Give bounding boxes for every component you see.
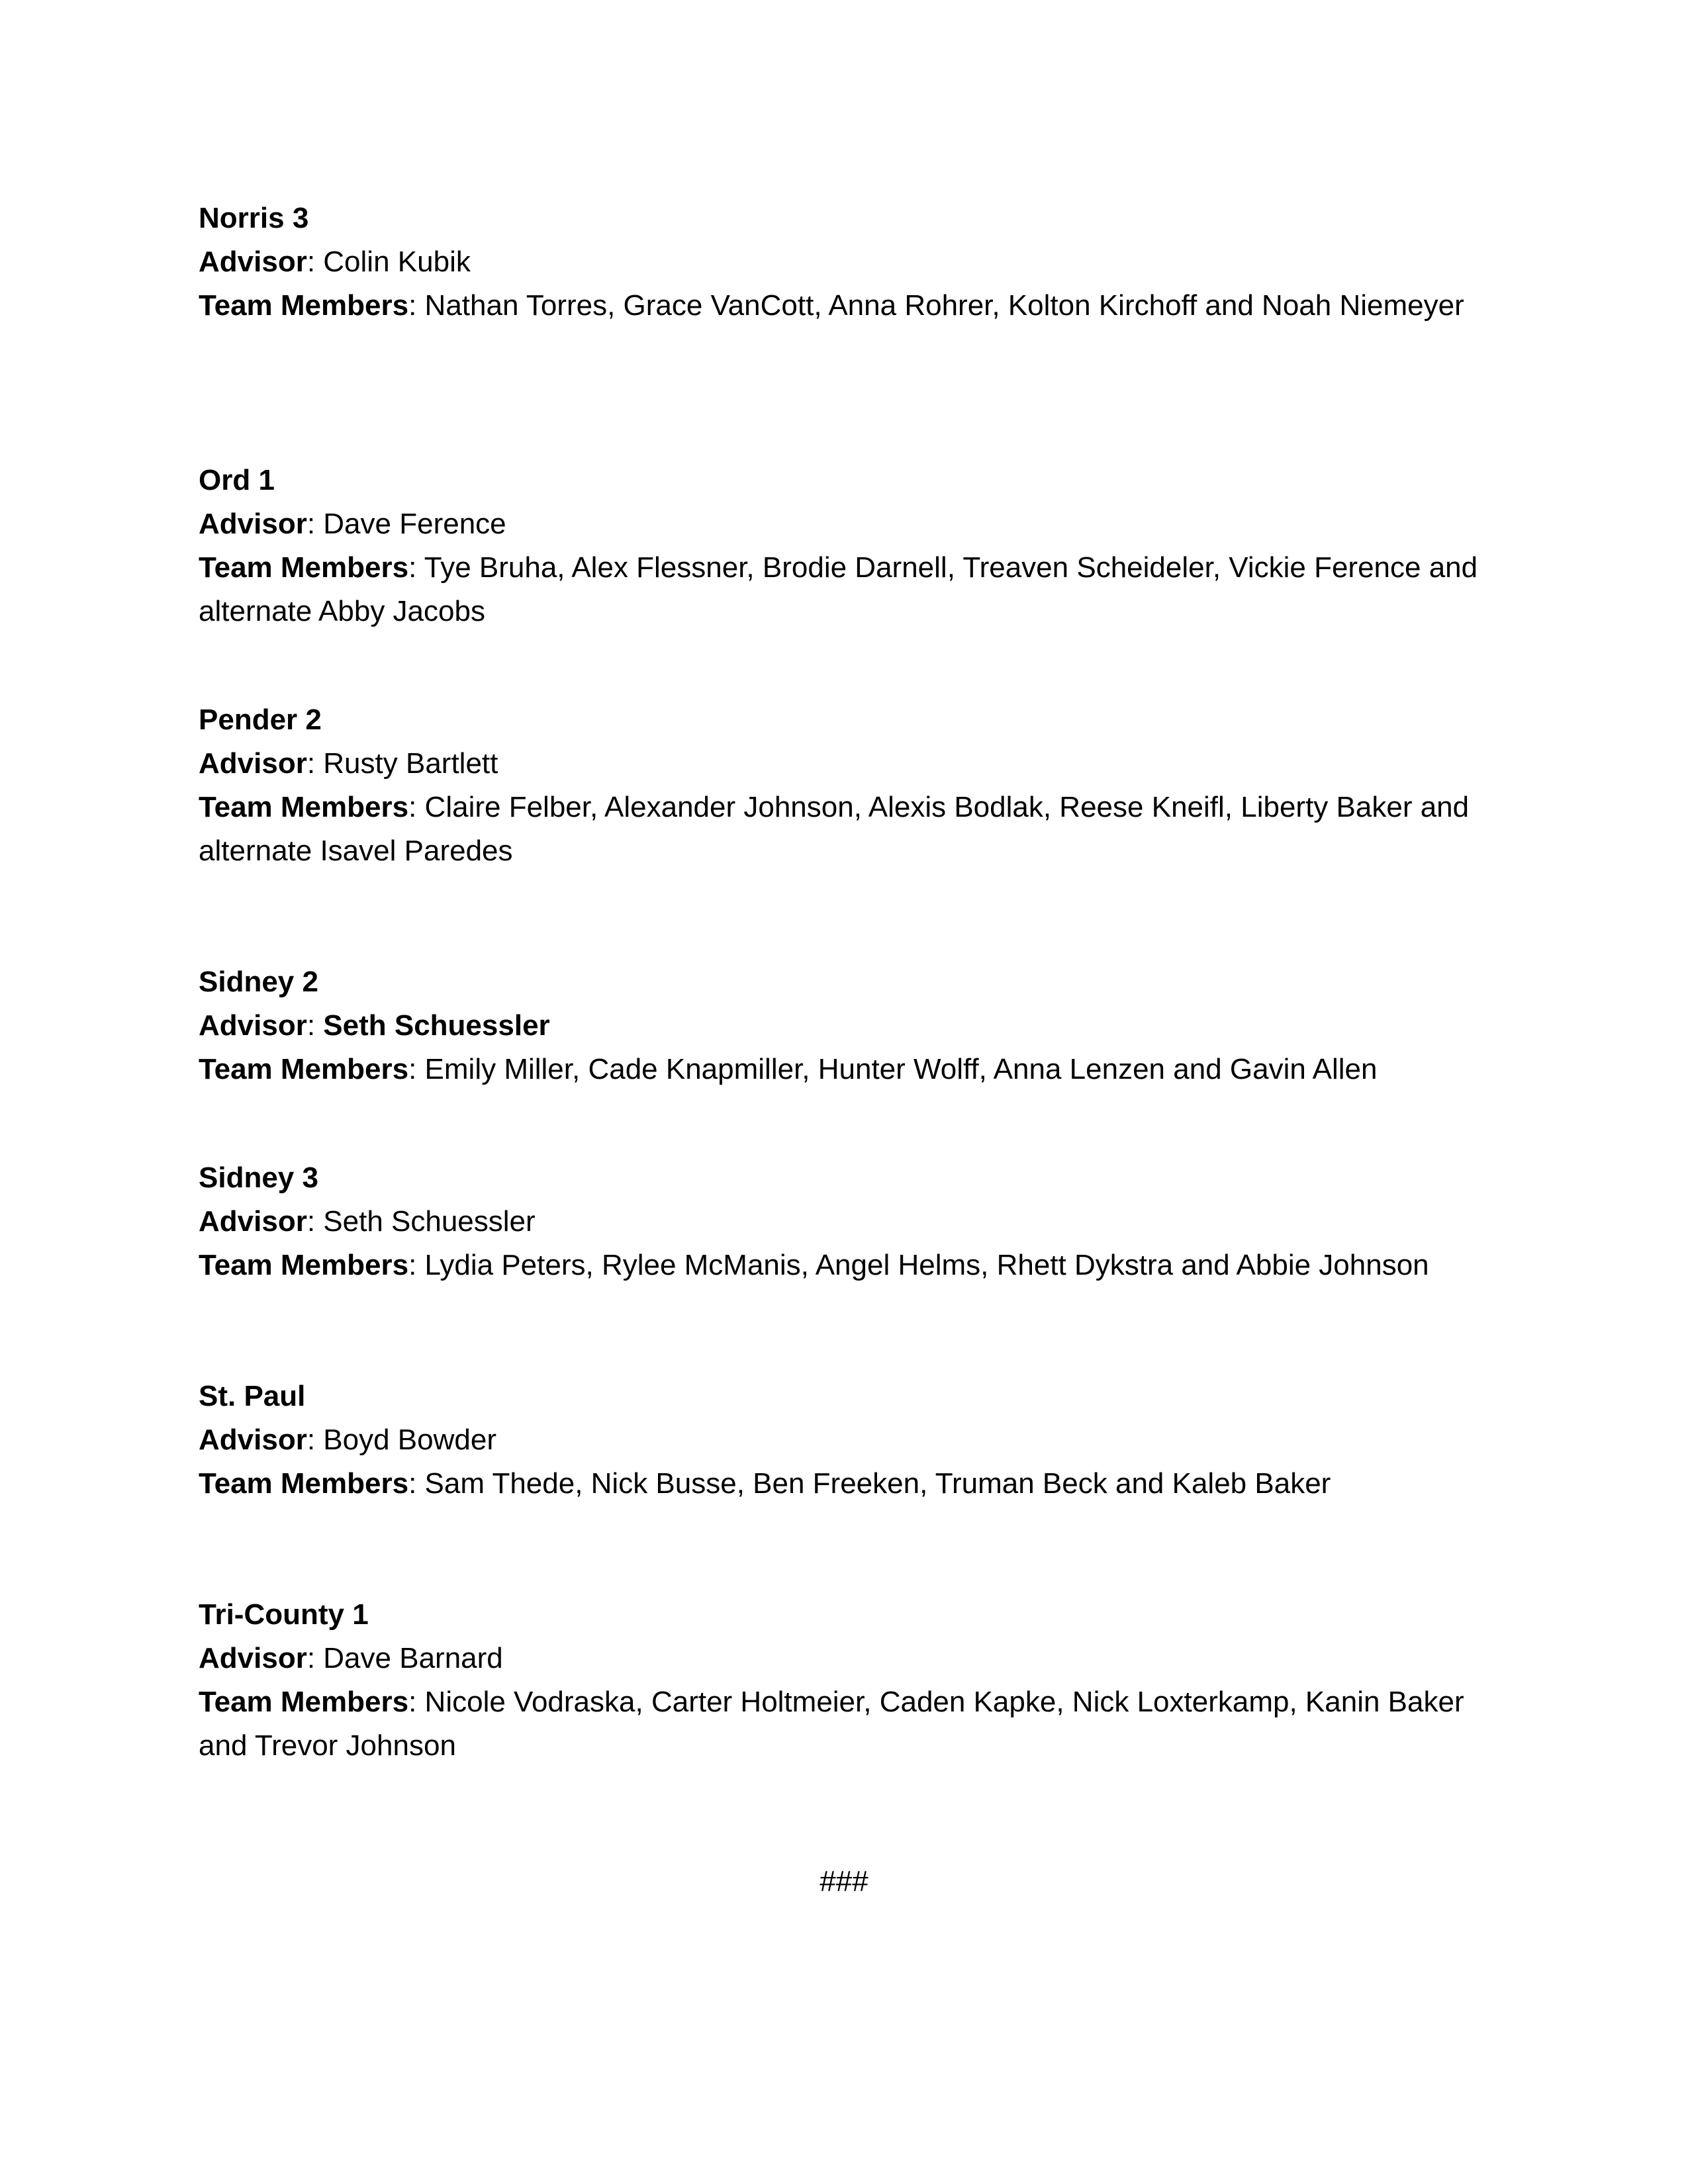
team-name: Pender 2 — [199, 704, 322, 736]
advisor-line — [199, 742, 1489, 786]
team-members-list: Lydia Peters, Rylee McManis, Angel Helms, Rhett Dykstra and Abbie Johnson — [424, 1249, 1429, 1281]
label-separator: : — [306, 246, 324, 278]
team-block-sidney-3 — [199, 1156, 1489, 1287]
advisor-label: Advisor — [199, 508, 307, 540]
members-line — [199, 786, 1489, 873]
team-members-list: Claire Felber, Alexander Johnson, Alexis Bodlak, Reese Kneifl, Liberty Baker and alternate Isavel Paredes — [199, 791, 1470, 867]
team-block-ord-1 — [199, 459, 1489, 633]
members-line — [199, 1680, 1489, 1768]
label-separator: : — [408, 1467, 425, 1500]
team-name: Norris 3 — [199, 202, 309, 234]
label-separator: : — [306, 508, 324, 540]
advisor-label: Advisor — [199, 1424, 307, 1456]
label-separator: : — [408, 1249, 425, 1281]
team-members-list: Nicole Vodraska, Carter Holtmeier, Caden Kapke, Nick Loxterkamp, Kanin Baker and Trevor Johnson — [199, 1686, 1464, 1762]
team-members-label: Team Members — [199, 1686, 409, 1718]
end-marker: ### — [820, 1865, 868, 1897]
team-members-list: Tye Bruha, Alex Flessner, Brodie Darnell, Treaven Scheideler, Vickie Ference and alternate Abby Jacobs — [199, 551, 1478, 627]
label-separator: : — [408, 289, 425, 322]
label-separator: : — [408, 791, 425, 823]
team-members-label: Team Members — [199, 791, 409, 823]
team-members-list: Sam Thede, Nick Busse, Ben Freeken, Truman Beck and Kaleb Baker — [424, 1467, 1331, 1500]
label-separator: : — [408, 1053, 425, 1085]
label-separator: : — [306, 1205, 324, 1238]
members-line — [199, 1462, 1489, 1506]
team-members-label: Team Members — [199, 551, 409, 584]
advisor-name: Seth Schuessler — [323, 1205, 536, 1238]
advisor-name: Dave Barnard — [323, 1642, 503, 1674]
members-line — [199, 284, 1489, 328]
advisor-name: Colin Kubik — [323, 246, 471, 278]
advisor-name: Seth Schuessler — [323, 1009, 550, 1042]
advisor-line — [199, 240, 1489, 284]
advisor-line — [199, 502, 1489, 546]
advisor-line — [199, 1418, 1489, 1462]
team-name: Ord 1 — [199, 464, 275, 496]
advisor-name: Rusty Bartlett — [323, 747, 498, 780]
advisor-line — [199, 1200, 1489, 1244]
advisor-label: Advisor — [199, 1642, 307, 1674]
team-members-label: Team Members — [199, 1249, 409, 1281]
team-members-label: Team Members — [199, 1467, 409, 1500]
team-block-tri-county-1 — [199, 1593, 1489, 1768]
team-name: St. Paul — [199, 1380, 306, 1412]
label-separator: : — [306, 1642, 324, 1674]
members-line — [199, 546, 1489, 633]
advisor-label: Advisor — [199, 747, 307, 780]
team-members-label: Team Members — [199, 1053, 409, 1085]
team-block-norris-3 — [199, 197, 1489, 328]
advisor-name: Boyd Bowder — [323, 1424, 496, 1456]
advisor-label: Advisor — [199, 1205, 307, 1238]
label-separator: : — [306, 1424, 324, 1456]
team-name: Tri-County 1 — [199, 1598, 369, 1631]
label-separator: : — [408, 551, 424, 584]
team-name: Sidney 2 — [199, 966, 318, 998]
team-members-list: Emily Miller, Cade Knapmiller, Hunter Wolff, Anna Lenzen and Gavin Allen — [424, 1053, 1378, 1085]
team-members-label: Team Members — [199, 289, 409, 322]
label-separator: : — [408, 1686, 425, 1718]
members-line — [199, 1048, 1489, 1091]
members-line — [199, 1244, 1489, 1287]
team-name: Sidney 3 — [199, 1161, 318, 1194]
advisor-line — [199, 1637, 1489, 1680]
label-separator: : — [306, 747, 324, 780]
advisor-label: Advisor — [199, 1009, 307, 1042]
team-members-list: Nathan Torres, Grace VanCott, Anna Rohrer, Kolton Kirchoff and Noah Niemeyer — [424, 289, 1464, 322]
advisor-name: Dave Ference — [323, 508, 506, 540]
advisor-line — [199, 1004, 1489, 1048]
team-block-pender-2 — [199, 698, 1489, 873]
advisor-label: Advisor — [199, 246, 307, 278]
team-block-st-paul — [199, 1375, 1489, 1506]
team-block-sidney-2 — [199, 960, 1489, 1091]
label-separator: : — [306, 1009, 324, 1042]
